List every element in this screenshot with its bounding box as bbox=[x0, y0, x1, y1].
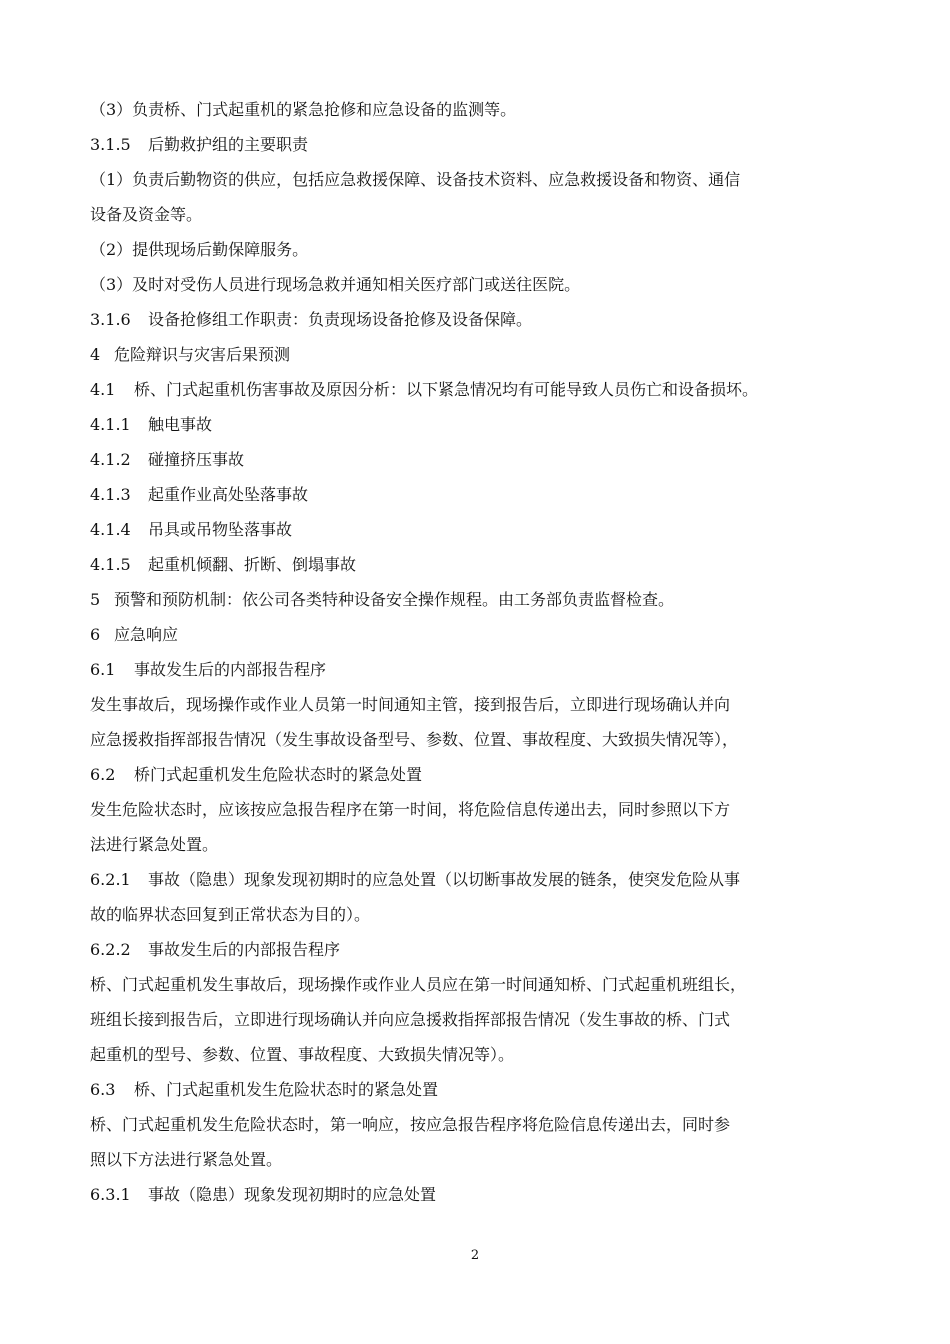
section-heading-line bbox=[90, 757, 862, 792]
line-text: 桥、门式起重机发生危险状态时，第一响应，按应急报告程序将危险信息传递出去，同时参 bbox=[90, 1115, 731, 1134]
paragraph-line bbox=[90, 162, 862, 197]
line-text: （2）提供现场后勤保障服务。 bbox=[90, 240, 309, 259]
line-text: 发生事故后，现场操作或作业人员第一时间通知主管，接到报告后，立即进行现场确认并向 bbox=[90, 695, 731, 714]
section-heading-line bbox=[90, 582, 862, 617]
section-number: 4.1 bbox=[90, 380, 116, 399]
paragraph-line bbox=[90, 267, 862, 302]
section-number: 4.1.5 bbox=[90, 555, 131, 574]
section-heading-line bbox=[90, 477, 862, 512]
line-text: 预警和预防机制：依公司各类特种设备安全操作规程。由工务部负责监督检查。 bbox=[114, 590, 675, 609]
section-heading-line bbox=[90, 407, 862, 442]
section-heading-line bbox=[90, 1177, 862, 1212]
section-heading-line bbox=[90, 1072, 862, 1107]
section-heading-line bbox=[90, 302, 862, 337]
line-text: 危险辩识与灾害后果预测 bbox=[114, 345, 291, 364]
line-text: 吊具或吊物坠落事故 bbox=[148, 520, 293, 539]
paragraph-line bbox=[90, 687, 862, 722]
line-text: 设备及资金等。 bbox=[90, 205, 203, 224]
paragraph-line bbox=[90, 897, 862, 932]
line-text: （3）及时对受伤人员进行现场急救并通知相关医疗部门或送往医院。 bbox=[90, 275, 581, 294]
line-text: 起重机的型号、参数、位置、事故程度、大致损失情况等）。 bbox=[90, 1045, 515, 1064]
line-text: 起重作业高处坠落事故 bbox=[148, 485, 309, 504]
line-text: 事故（隐患）现象发现初期时的应急处置（以切断事故发展的链条，使突发危险从事 bbox=[148, 870, 741, 889]
line-text: 桥门式起重机发生危险状态时的紧急处置 bbox=[134, 765, 423, 784]
section-number: 6 bbox=[90, 625, 101, 644]
section-heading-line bbox=[90, 862, 862, 897]
paragraph-line bbox=[90, 232, 862, 267]
document-body bbox=[90, 92, 862, 1212]
section-number: 4.1.2 bbox=[90, 450, 131, 469]
section-heading-line bbox=[90, 127, 862, 162]
section-heading-line bbox=[90, 372, 862, 407]
section-number: 6.2.2 bbox=[90, 940, 131, 959]
section-number: 6.1 bbox=[90, 660, 116, 679]
line-text: 事故（隐患）现象发现初期时的应急处置 bbox=[148, 1185, 437, 1204]
line-text: 桥、门式起重机伤害事故及原因分析：以下紧急情况均有可能导致人员伤亡和设备损坏。 bbox=[134, 380, 759, 399]
line-text: 碰撞挤压事故 bbox=[148, 450, 245, 469]
section-number: 4.1.1 bbox=[90, 415, 131, 434]
section-heading-line bbox=[90, 547, 862, 582]
line-text: 事故发生后的内部报告程序 bbox=[148, 940, 341, 959]
line-text: 应急援救指挥部报告情况（发生事故设备型号、参数、位置、事故程度、大致损失情况等）， bbox=[90, 730, 739, 749]
section-number: 3.1.5 bbox=[90, 135, 131, 154]
line-text: 触电事故 bbox=[148, 415, 213, 434]
section-number: 6.2.1 bbox=[90, 870, 131, 889]
page-number: 2 bbox=[470, 1248, 480, 1263]
section-number: 4.1.4 bbox=[90, 520, 131, 539]
paragraph-line bbox=[90, 792, 862, 827]
paragraph-line bbox=[90, 92, 862, 127]
line-text: 照以下方法进行紧急处置。 bbox=[90, 1150, 283, 1169]
line-text: （3）负责桥、门式起重机的紧急抢修和应急设备的监测等。 bbox=[90, 100, 517, 119]
section-number: 5 bbox=[90, 590, 101, 609]
paragraph-line bbox=[90, 827, 862, 862]
line-text: 事故发生后的内部报告程序 bbox=[134, 660, 327, 679]
paragraph-line bbox=[90, 197, 862, 232]
paragraph-line bbox=[90, 1107, 862, 1142]
line-text: 桥、门式起重机发生危险状态时的紧急处置 bbox=[134, 1080, 439, 1099]
paragraph-line bbox=[90, 722, 862, 757]
section-heading-line bbox=[90, 442, 862, 477]
paragraph-line bbox=[90, 1142, 862, 1177]
section-number: 6.3 bbox=[90, 1080, 116, 1099]
section-heading-line bbox=[90, 652, 862, 687]
line-text: （1）负责后勤物资的供应，包括应急救援保障、设备技术资料、应急救援设备和物资、通信 bbox=[90, 170, 741, 189]
section-heading-line bbox=[90, 617, 862, 652]
line-text: 桥、门式起重机发生事故后，现场操作或作业人员应在第一时间通知桥、门式起重机班组长， bbox=[90, 975, 747, 994]
section-number: 6.3.1 bbox=[90, 1185, 131, 1204]
section-heading-line bbox=[90, 932, 862, 967]
line-text: 起重机倾翻、折断、倒塌事故 bbox=[148, 555, 357, 574]
paragraph-line bbox=[90, 1037, 862, 1072]
line-text: 应急响应 bbox=[114, 625, 179, 644]
section-number: 4.1.3 bbox=[90, 485, 131, 504]
section-heading-line bbox=[90, 337, 862, 372]
section-heading-line bbox=[90, 512, 862, 547]
line-text: 设备抢修组工作职责：负责现场设备抢修及设备保障。 bbox=[148, 310, 533, 329]
line-text: 班组长接到报告后，立即进行现场确认并向应急援救指挥部报告情况（发生事故的桥、门式 bbox=[90, 1010, 731, 1029]
line-text: 故的临界状态回复到正常状态为目的）。 bbox=[90, 905, 371, 924]
paragraph-line bbox=[90, 1002, 862, 1037]
line-text: 法进行紧急处置。 bbox=[90, 835, 219, 854]
line-text: 后勤救护组的主要职责 bbox=[148, 135, 309, 154]
section-number: 4 bbox=[90, 345, 101, 364]
line-text: 发生危险状态时，应该按应急报告程序在第一时间，将危险信息传递出去，同时参照以下方 bbox=[90, 800, 731, 819]
section-number: 3.1.6 bbox=[90, 310, 131, 329]
section-number: 6.2 bbox=[90, 765, 116, 784]
paragraph-line bbox=[90, 967, 862, 1002]
